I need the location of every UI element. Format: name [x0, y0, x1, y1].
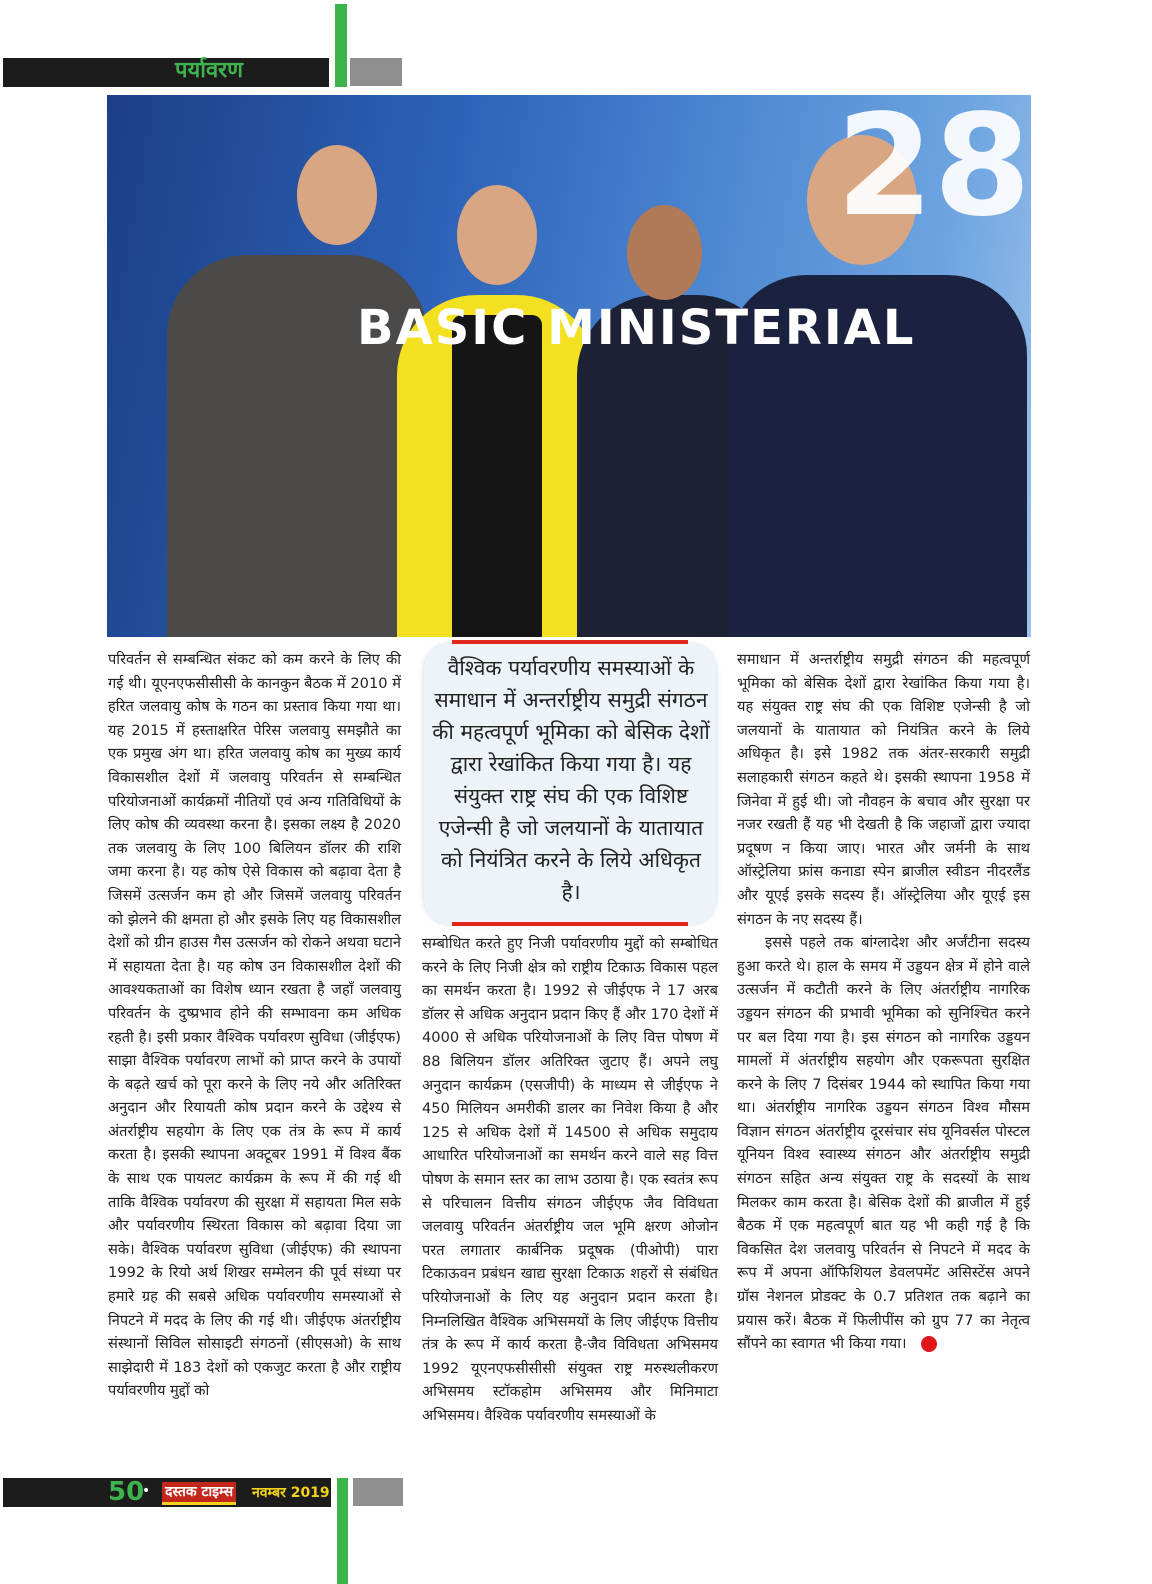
green-accent-bar [335, 4, 347, 87]
column-3 [737, 648, 1030, 1356]
footer-bullet: • [142, 1483, 151, 1499]
issue-date: नवम्बर 2019 [252, 1485, 330, 1501]
pull-quote-text: वैश्विक पर्यावरणीय समस्याओं के समाधान में अन्तर्राष्ट्रीय समुद्री संगठन की महत्वपूर्ण भूमिका को बेसिक देशों द्वारा रेखांकित किया गया है। यह संयुक्त राष्ट्र संघ की एक विशिष्ट एजेन्सी है जो जलयानों के यातायात को नियंत्रित करने के लिये अधिकृत है। [432, 656, 710, 904]
magazine-logo: दस्तक टाइम्स [162, 1482, 236, 1505]
header-bar [3, 58, 329, 87]
page-number: 50 [108, 1477, 145, 1507]
paragraph: समाधान में अन्तर्राष्ट्रीय समुद्री संगठन की महत्वपूर्ण भूमिका को बेसिक देशों द्वारा रेखांकित किया गया है। यह संयुक्त राष्ट्र संघ की एक विशिष्ट एजेन्सी है जो जलयानों के यातायात को नियंत्रित करने के लिये अधिकृत है। इसे 1982 तक अंतर-सरकारी समुद्री सलाहकारी संगठन कहते थे। इसकी स्थापना 1958 में जिनेवा में हुई थी। जो नौवहन के बचाव और सुरक्षा पर नजर रखती हैं यह भी देखती है कि जहाजों द्वारा ज्यादा प्रदूषण न किया जाए। भारत और जर्मनी के साथ ऑस्ट्रेलिया फ्रांस कनाडा स्पेन ब्राजील स्वीडन नीदरलैंड और यूएई इसके सदस्य हैं। ऑस्ट्रेलिया और यूएई इस संगठन के नए सदस्य हैं। [737, 651, 1030, 928]
person-2-dress [452, 315, 542, 637]
person-1-head [297, 145, 377, 245]
article-photo [107, 95, 1031, 637]
grey-accent-block-footer [353, 1478, 403, 1506]
end-mark-icon [921, 1336, 937, 1352]
person-3-head [627, 205, 702, 300]
person-2-head [457, 185, 537, 285]
photo-banner-text: BASIC MINISTERIAL [357, 300, 916, 356]
photo-banner-number: 28 [836, 95, 1031, 248]
pull-quote-top-rule [452, 640, 688, 644]
green-accent-bar-footer [337, 1478, 348, 1584]
paragraph: सम्बोधित करते हुए निजी पर्यावरणीय मुद्दों को सम्बोधित करने के लिए निजी क्षेत्र को राष्ट्रीय टिकाऊ विकास पहल का समर्थन करता है। 1992 से जीईएफ ने 17 अरब डॉलर से अधिक अनुदान प्रदान किए हैं और 170 देशों में 4000 से अधिक परियोजनाओं के लिए वित्त पोषण में 88 बिलियन डॉलर अतिरिक्त जुटाए हैं। अपने लघु अनुदान कार्यक्रम (एसजीपी) के माध्यम से जीईएफ ने 450 मिलियन अमरीकी डालर का निवेश किया है और 125 से अधिक देशों में 14500 से अधिक समुदाय आधारित परियोजनाओं का समर्थन करने वाले सह वित्त पोषण के समान स्तर का लाभ उठाया है। एक स्वतंत्र रूप से परिचालन वित्तीय संगठन जीईएफ जैव विविधता जलवायु परिवर्तन अंतर्राष्ट्रीय जल भूमि क्षरण ओजोन परत लगातार कार्बनिक प्रदूषक (पीओपी) पारा टिकाऊवन प्रबंधन खाद्य सुरक्षा टिकाऊ शहरों से संबंधित परियोजनाओं के लिए यह अनुदान प्रदान करता है। निम्नलिखित वैश्विक अभिसमयों के लिए जीईएफ वित्तीय तंत्र के रूप में कार्य करता है-जैव विविधता अभिसमय 1992 यूएनएफसीसीसी संयुक्त राष्ट्र मरुस्थलीकरण अभिसमय स्टॉकहोम अभिसमय और मिनिमाटा अभिसमय। वैश्विक पर्यावरणीय समस्याओं के [422, 935, 718, 1424]
column-2 [422, 932, 718, 1427]
paragraph [737, 931, 1030, 1356]
paragraph: परिवर्तन से सम्बन्धित संकट को कम करने के लिए की गई थी। यूएनएफसीसीसी के कानकुन बैठक में 2010 में हरित जलवायु कोष के गठन का प्रस्ताव किया गया था। यह 2015 में हस्ताक्षरित पेरिस जलवायु समझौते का एक प्रमुख अंग था। हरित जलवायु कोष का मुख्य कार्य विकासशील देशों में जलवायु परिवर्तन से सम्बन्धित परियोजनाओं कार्यक्रमों नीतियों एवं अन्य गतिविधियों के लिए कोष की व्यवस्था करना है। इसका लक्ष्य है 2020 तक जलवायु के लिए 100 बिलियन डॉलर की राशि जमा करना है। यह कोष ऐसे विकास को बढ़ावा देता है जिसमें उत्सर्जन कम हो और जिसमें जलवायु परिवर्तन को झेलने की क्षमता हो और इसके लिए यह विकासशील देशों को ग्रीन हाउस गैस उत्सर्जन को रोकने अथवा घटाने में सहायता देता है। यह कोष उन विकासशील देशों की आवश्यकताओं का विशेष ध्यान रखता है जहाँ जलवायु परिवर्तन के दुष्प्रभाव होने की सम्भावना कम अधिक रहती है। इसी प्रकार वैश्विक पर्यावरण सुविधा (जीईएफ) साझा वैश्विक पर्यावरण लाभों को प्राप्त करने के उपायों के बढ़ते खर्च को पूरा करने के लिए नये और अतिरिक्त अनुदान और रियायती कोष प्रदान करने के उद्देश्य से अंतर्राष्ट्रीय सहयोग के लिए एक तंत्र के रूप में कार्य करता है। इसकी स्थापना अक्टूबर 1991 में विश्व बैंक के साथ एक पायलट कार्यक्रम के रूप में की गई थी ताकि वैश्विक पर्यावरण की सुरक्षा में सहायता मिल सके और पर्यावरणीय स्थिरता विकास को बढ़ावा दिया जा सके। वैश्विक पर्यावरण सुविधा (जीईएफ) की स्थापना 1992 के रियो अर्थ शिखर सम्मेलन की पूर्व संध्या पर हमारे ग्रह की सबसे अधिक पर्यावरणीय समस्याओं से निपटने में मदद के लिए की गई थी। जीईएफ अंतर्राष्ट्रीय संस्थानों सिविल सोसाइटी संगठनों (सीएसओ) के साथ साझेदारी में 183 देशों को एकजुट करता है और राष्ट्रीय पर्यावरणीय मुद्दों को [108, 651, 401, 1400]
section-title: पर्यावरण [175, 58, 244, 83]
paragraph-text: इससे पहले तक बांग्लादेश और अर्जंटीना सदस्य हुआ करते थे। हाल के समय में उड्डयन क्षेत्र में होने वाले उत्सर्जन में कटौती करने के लिए अंतर्राष्ट्रीय नागरिक उड्डयन संगठन की प्रभावी भूमिका को सुनिश्चित करने पर बल दिया गया है। इस संगठन को नागरिक उड्डयन मामलों में अंतर्राष्ट्रीय सहयोग और एकरूपता सुरक्षित करने के लिए 7 दिसंबर 1944 को स्थापित किया गया था। अंतर्राष्ट्रीय नागरिक उड्डयन संगठन विश्व मौसम विज्ञान संगठन अंतर्राष्ट्रीय दूरसंचार संघ यूनिवर्सल पोस्टल यूनियन विश्व स्वास्थ्य संगठन और अंतर्राष्ट्रीय समुद्री संगठन सहित अन्य संयुक्त राष्ट्र के सदस्यों के साथ मिलकर काम करता है। बेसिक देशों की ब्राजील में हुई बैठक में एक महत्वपूर्ण बात यह भी कही गई है कि विकसित देश जलवायु परिवर्तन से निपटने में मदद के रूप में अपना ऑफिशियल डेवलपमेंट असिस्टेंस अपने ग्रॉस नेशनल प्रोडक्ट के 0.7 प्रतिशत तक बढ़ाने का प्रयास करें। बैठक में फिलीपींस को ग्रुप 77 का नेतृत्व सौंपने का स्वागत भी किया गया। [737, 934, 1030, 1353]
column-1 [108, 648, 401, 1403]
pull-quote-bottom-rule [452, 922, 688, 926]
grey-accent-block [350, 58, 402, 86]
